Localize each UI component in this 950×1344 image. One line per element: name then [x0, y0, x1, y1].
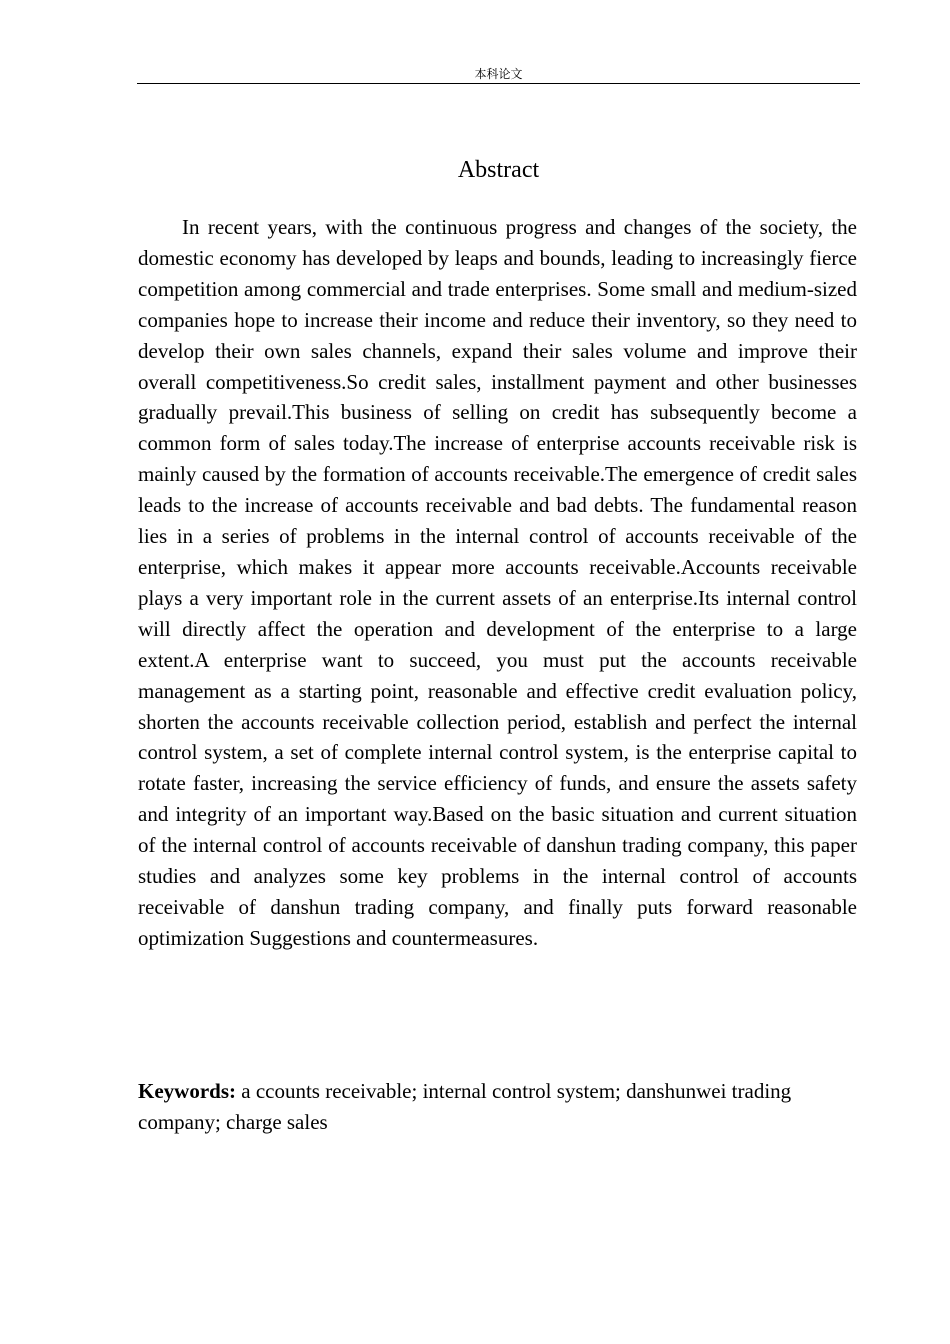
- abstract-title: Abstract: [457, 157, 540, 183]
- header-rule: [137, 83, 860, 84]
- keywords-line: [138, 1076, 857, 1138]
- keywords-text: a ccounts receivable; internal control system; danshunwei trading company; charge sales: [138, 1079, 792, 1134]
- abstract-body: In recent years, with the continuous progress and changes of the society, the domestic economy has developed by leaps and bounds, leading to increasingly fierce competition among commercial and trade enterprises. Some small and medium-sized companies hope to increase their income and reduce their inventory, so they need to develop their own sales channels, expand their sales volume and improve their overall competitiveness.So credit sales, installment payment and other businesses gradually prevail.This business of selling on credit has subsequently become a common form of sales today.The increase of enterprise accounts receivable risk is mainly caused by the formation of accounts receivable.The emergence of credit sales leads to the increase of accounts receivable and bad debts. The fundamental reason lies in a series of problems in the internal control of accounts receivable of the enterprise, which makes it appear more accounts receivable.Accounts receivable plays a very important role in the current assets of an enterprise.Its internal control will directly affect the operation and development of the enterprise to a large extent.A enterprise want to succeed, you must put the accounts receivable management as a starting point, reasonable and effective credit evaluation policy, shorten the accounts receivable collection period, establish and perfect the internal control system, a set of complete internal control system, is the enterprise capital to rotate faster, increasing the service efficiency of funds, and ensure the assets safety and integrity of an important way.Based on the basic situation and current situation of the internal control of accounts receivable of danshun trading company, this paper studies and analyzes some key problems in the internal control of accounts receivable of danshun trading company, and finally puts forward reasonable optimization Suggestions and countermeasures.: [138, 215, 857, 950]
- running-header: 本科论文: [474, 67, 523, 81]
- keywords-label: Keywords:: [138, 1079, 236, 1103]
